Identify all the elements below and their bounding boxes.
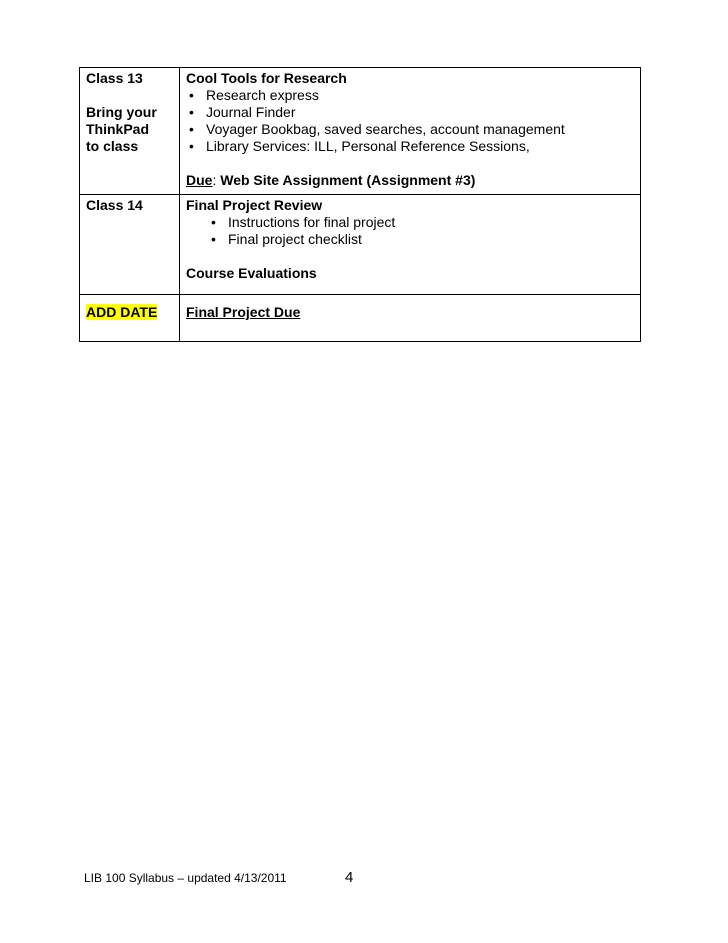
due-text: Web Site Assignment (Assignment #3): [216, 172, 476, 188]
schedule-table: [79, 67, 641, 342]
add-date-highlight: ADD DATE: [86, 304, 158, 320]
topic-list: [186, 214, 634, 248]
session-title: Cool Tools for Research: [186, 70, 347, 86]
due-line: [186, 172, 634, 194]
table-row-class-14: [80, 195, 641, 295]
table-row-class-13: [80, 68, 641, 195]
note-line: to class: [86, 138, 139, 154]
row-label-cell: [80, 195, 180, 295]
session-title: Final Project Review: [186, 197, 323, 213]
note-line: ThinkPad: [86, 121, 150, 137]
footer-text: LIB 100 Syllabus – updated 4/13/2011: [84, 871, 287, 885]
due-separator: :: [212, 172, 217, 188]
list-item: • Voyager Bookbag, saved searches, account management: [186, 121, 634, 138]
table-row-add-date: [80, 295, 641, 342]
page-number: 4: [345, 869, 354, 886]
row-label-cell: [80, 68, 180, 195]
row-content-cell: [180, 68, 641, 195]
class-label: Class 14: [86, 197, 143, 213]
topic-list: [186, 87, 634, 155]
list-item: • Instructions for final project: [186, 214, 634, 231]
note-line: Bring your: [86, 104, 157, 120]
list-item: • Research express: [186, 87, 634, 104]
due-label: Due: [186, 172, 213, 188]
list-item: • Journal Finder: [186, 104, 634, 121]
final-project-due: Final Project Due: [186, 304, 301, 320]
course-evaluations: Course Evaluations: [186, 265, 317, 281]
row-content-cell: [180, 195, 641, 295]
list-item: • Library Services: ILL, Personal Reference Sessions,: [186, 138, 634, 155]
row-content-cell: [180, 295, 641, 342]
row-label-cell: [80, 295, 180, 342]
class-label: Class 13: [86, 70, 143, 86]
list-item: • Final project checklist: [186, 231, 634, 248]
